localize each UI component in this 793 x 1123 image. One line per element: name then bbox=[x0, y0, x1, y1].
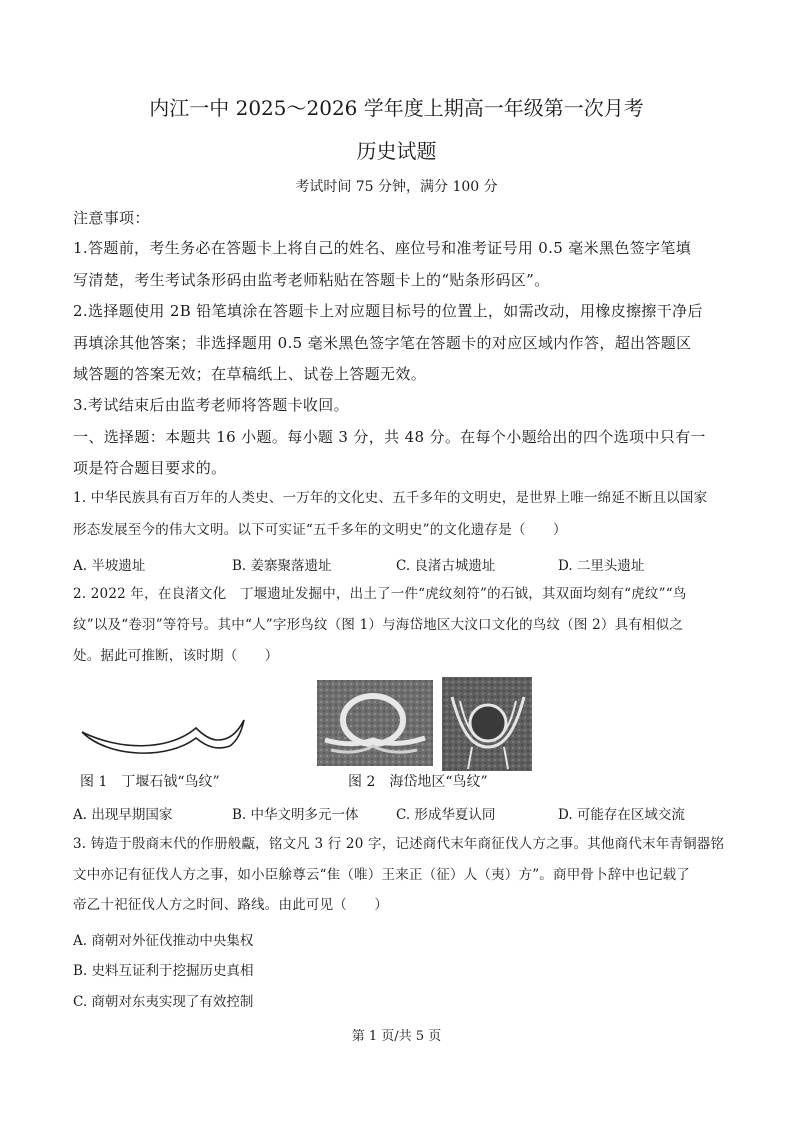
section-heading-cont: 项是符合题目要求的。 bbox=[73, 459, 227, 477]
q3-option-b: B. 史料互证利于挖掘历史真相 bbox=[73, 963, 254, 979]
exam-title: 内江一中 2025～2026 学年度上期高一年级第一次月考 bbox=[149, 96, 644, 120]
question-1-stem: 形态发展至今的伟大文明。以下可实证“五千多年的文明史”的文化遗存是（ ） bbox=[73, 522, 567, 538]
exam-subtitle: 历史试题 bbox=[356, 139, 437, 163]
q1-option-c: C. 良渚古城遗址 bbox=[396, 558, 496, 574]
notice-heading: 注意事项： bbox=[73, 209, 150, 227]
notice-line: 3.考试结束后由监考老师将答题卡收回。 bbox=[73, 396, 349, 414]
q3-option-a: A. 商朝对外征伐推动中央集权 bbox=[73, 933, 254, 949]
q2-option-a: A. 出现早期国家 bbox=[73, 807, 173, 823]
page-number: 第 1 页/共 5 页 bbox=[351, 1029, 442, 1044]
section-heading: 一、选择题：本题共 16 小题。每小题 3 分，共 48 分。在每个小题给出的四个选项中只有一 bbox=[73, 428, 706, 446]
notice-line: 再填涂其他答案；非选择题用 0.5 毫米黑色签字笔在答题卡的对应区域内作答，超出答题区 bbox=[73, 334, 692, 352]
exam-time-info: 考试时间 75 分钟，满分 100 分 bbox=[295, 179, 498, 195]
q2-option-b: B. 中华文明多元一体 bbox=[232, 807, 359, 823]
figure-1-caption: 图 1 丁堰石钺“鸟纹” bbox=[80, 774, 220, 790]
question-3-stem: 文中亦记有征伐人方之事，如小臣艅尊云“隹（唯）王来正（征）人（夷）方”。商甲骨卜辞中也记载了 bbox=[73, 867, 691, 883]
question-2-stem: 处。据此可推断，该时期（ ） bbox=[73, 648, 279, 664]
q1-option-b: B. 姜寨聚落遗址 bbox=[232, 558, 332, 574]
question-3-stem: 帝乙十祀征伐人方之时间、路线。由此可见（ ） bbox=[73, 897, 389, 913]
q1-option-a: A. 半坡遗址 bbox=[73, 558, 146, 574]
question-1-stem: 1. 中华民族具有百万年的人类史、一万年的文化史、五千多年的文明史，是世界上唯一绵延不断且以国家 bbox=[73, 490, 708, 506]
q3-option-c: C. 商朝对东夷实现了有效控制 bbox=[73, 994, 254, 1010]
question-3-stem: 3. 铸造于殷商末代的作册般甗，铭文凡 3 行 20 字，记述商代末年商征伐人方之事。其他商代末年青铜器铭 bbox=[73, 836, 725, 852]
question-2-stem: 纹”以及“卷羽”等符号。其中“人”字形鸟纹（图 1）与海岱地区大汶口文化的鸟纹（图 2）具有相似之 bbox=[73, 617, 684, 633]
figure-1-bird-pattern-image bbox=[78, 718, 248, 770]
notice-line: 1.答题前，考生务必在答题卡上将自己的姓名、座位号和准考证号用 0.5 毫米黑色签字笔填 bbox=[73, 239, 692, 257]
figure-2-rubbing-right-image bbox=[442, 677, 532, 771]
figure-2-rubbing-left-image bbox=[317, 680, 433, 766]
notice-line: 写清楚，考生考试条形码由监考老师粘贴在答题卡上的“贴条形码区”。 bbox=[73, 271, 550, 289]
question-2-stem: 2. 2022 年，在良渚文化 丁堰遗址发掘中，出土了一件“虎纹刻符”的石钺，其双面均刻有“虎纹”“鸟 bbox=[73, 586, 687, 602]
notice-line: 2.选择题使用 2B 铅笔填涂在答题卡上对应题目标号的位置上，如需改动，用橡皮擦擦干净后 bbox=[73, 302, 703, 320]
q2-option-c: C. 形成华夏认同 bbox=[396, 807, 496, 823]
q1-option-d: D. 二里头遗址 bbox=[558, 558, 645, 574]
notice-line: 域答题的答案无效；在草稿纸上、试卷上答题无效。 bbox=[73, 365, 427, 383]
q2-option-d: D. 可能存在区域交流 bbox=[558, 807, 685, 823]
figure-2-caption: 图 2 海岱地区“鸟纹” bbox=[348, 774, 488, 790]
